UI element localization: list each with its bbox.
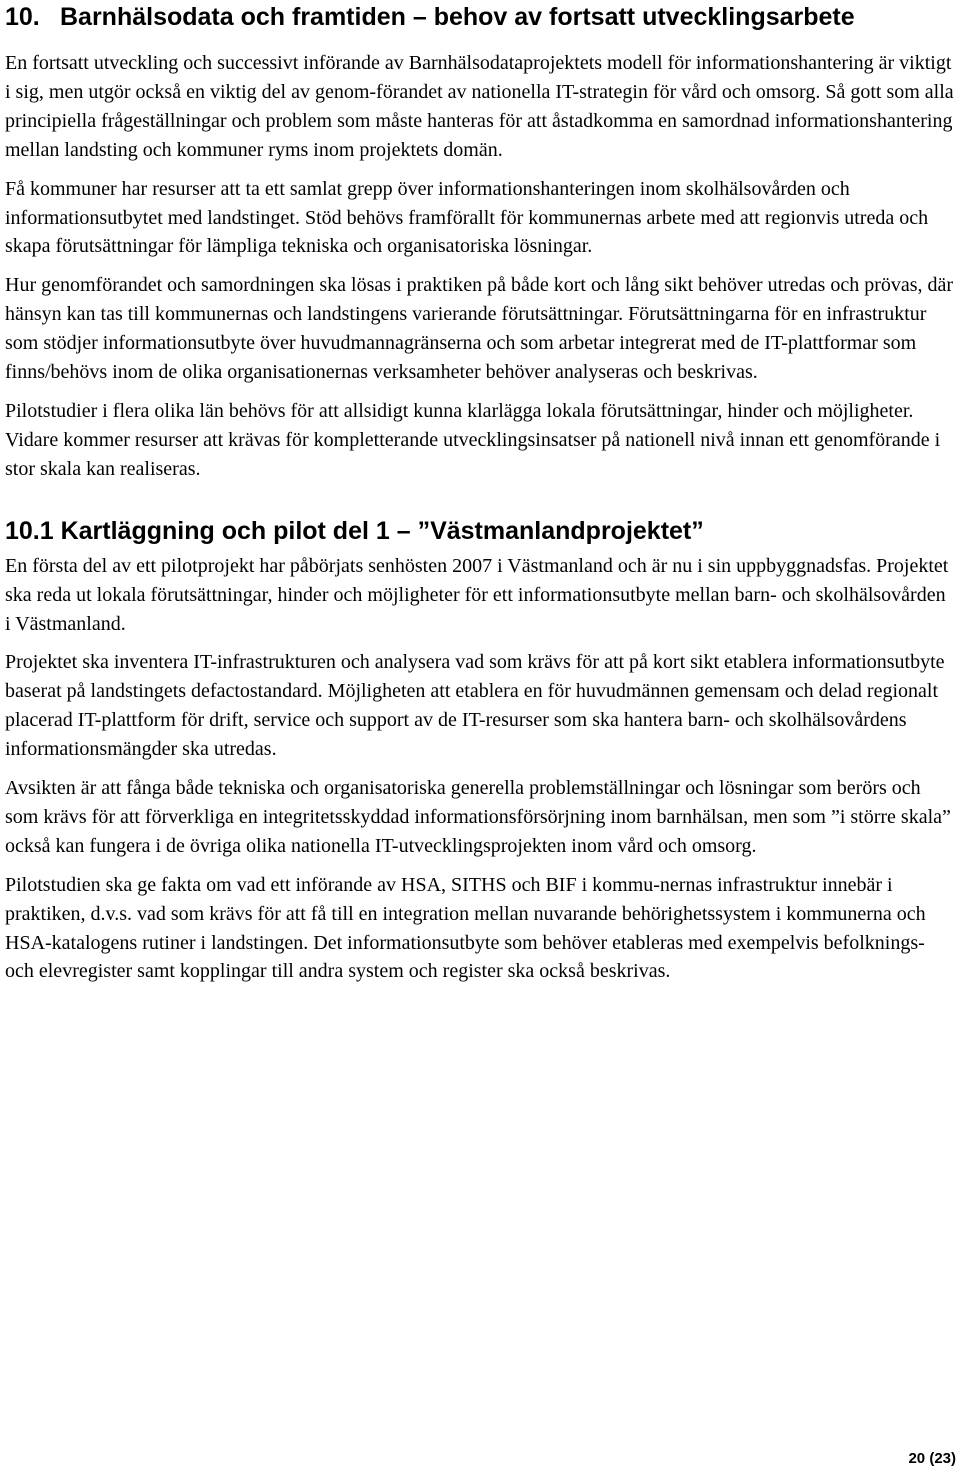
paragraph: Pilotstudier i flera olika län behövs för att allsidigt kunna klarlägga lokala förutsättningar, hinder och möjligheter. Vidare kommer resurser att krävas för kompletterande utvecklingsinsatser på nationell nivå innan ett genomförande i stor skala kan realiseras.: [5, 399, 941, 480]
chapter-heading: [5, 0, 955, 34]
document-page: [5, 0, 955, 996]
section-heading: 10.1 Kartläggning och pilot del 1 – ”Västmanlandprojektet”: [5, 516, 704, 545]
paragraph: Avsikten är att fånga både tekniska och organisatoriska generella problemställningar och lösningar som berörs och som krävs för att förverkliga en integritetsskyddad informationsförsörjning inom barnhälsan, men som ”i större skala” också kan fungera i de övriga olika nationella IT-utvecklingsprojekten inom vård och omsorg.: [5, 777, 951, 857]
page-number: 20 (23): [908, 1450, 956, 1467]
paragraph: Få kommuner har resurser att ta ett samlat grepp över informationshanteringen inom skolhälsovården och informationsutbytet med landstinget. Stöd behövs framförallt för kommunernas arbete med att regionvis utreda och skapa förutsättningar för lämpliga tekniska och organisatoriska lösningar.: [5, 177, 929, 258]
paragraph: Pilotstudien ska ge fakta om vad ett införande av HSA, SITHS och BIF i kommu-nernas infrastruktur innebär i praktiken, d.v.s. vad som krävs för att få till en integration mellan nuvarande behörighetssystem i kommunerna och HSA-katalogens rutiner i landstingen. Det informationsutbyte som behöver etableras med exempelvis befolknings- och elevregister samt kopplingar till andra system och register ska också beskrivas.: [5, 873, 926, 983]
paragraph: En fortsatt utveckling och successivt införande av Barnhälsodataprojektets modell för informationshantering är viktigt i sig, men utgör också en viktig del av genom-förandet av nationella IT-strategin för vård och omsorg. Så gott som alla principiella frågeställningar och problem som måste hanteras för att åstadkomma en samordnad informationshantering mellan landsting och kommuner ryms inom projektets domän.: [5, 52, 954, 161]
paragraph: En första del av ett pilotprojekt har påbörjats senhösten 2007 i Västmanland och är nu i sin uppbyggnadsfas. Projektet ska reda ut lokala förutsättningar, hinder och möjligheter för ett informationsutbyte mellan barn- och skolhälsovården i Västmanland.: [5, 554, 949, 635]
chapter-number: 10.: [5, 3, 40, 31]
chapter-title: Barnhälsodata och framtiden – behov av fortsatt utvecklingsarbete: [60, 3, 855, 31]
paragraph: Hur genomförandet och samordningen ska lösas i praktiken på både kort och lång sikt behöver utredas och prövas, där hänsyn kan tas till kommunernas och landstingens varierande förutsättningar. Förutsättningarna för en infrastruktur som stödjer informationsutbyte över huvudmannagränserna och som arbetar integrerat med de IT-plattformar som finns/behövs inom de olika organisationernas verksamheter behöver analyseras och beskrivas.: [5, 274, 954, 384]
paragraph: Projektet ska inventera IT-infrastrukturen och analysera vad som krävs för att på kort sikt etablera informationsutbyte baserat på landstingets defactostandard. Möjligheten att etablera en för huvudmännen gemensam och delad regionalt placerad IT-plattform för drift, service och support av de IT-resurser som ska hantera barn- och skolhälsovårdens informationsmängder ska utredas.: [5, 651, 945, 761]
